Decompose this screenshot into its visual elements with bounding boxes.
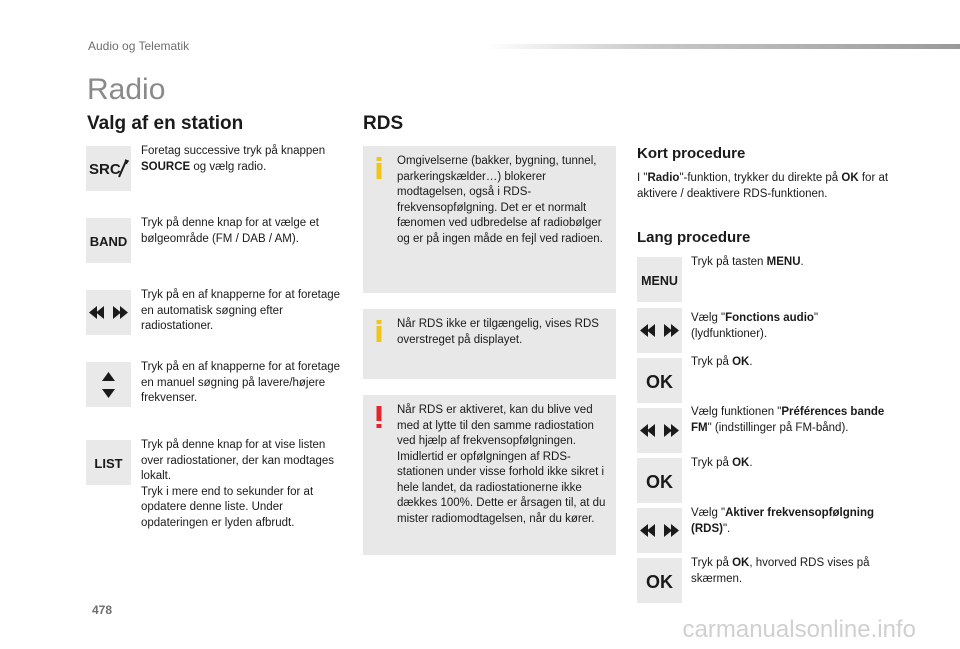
left-item-3-text: Tryk på en af knapperne for at foretage en manuel søgning på lavere/højere frekvenser. <box>141 361 341 404</box>
band-button-icon <box>86 218 131 263</box>
ok-icon-text: OK <box>646 572 673 592</box>
page-number: 478 <box>92 603 113 617</box>
src-button-icon <box>86 146 131 191</box>
short-procedure-heading: Kort procedure <box>637 145 746 162</box>
menu-button-icon <box>637 257 682 302</box>
step-3-text: Tryk på OK. <box>691 356 753 368</box>
left-item-0-text: Foretag successive tryk på knappen SOURCE og vælg radio. <box>141 145 326 173</box>
info-note-1 <box>363 146 616 293</box>
menu-icon-text: MENU <box>641 274 678 288</box>
ok-icon-text: OK <box>646 372 673 392</box>
step-7-text: Tryk på OK, hvorved RDS vises på skærmen. <box>691 557 870 585</box>
ok-button-icon <box>637 558 682 603</box>
rds-heading: RDS <box>363 113 404 134</box>
list-icon-text: LIST <box>94 456 123 471</box>
ok-button-icon <box>637 458 682 503</box>
band-icon-text: BAND <box>89 234 128 249</box>
step-5-text: Tryk på OK. <box>691 457 753 469</box>
section-header: Audio og Telematik <box>88 39 190 53</box>
left-item-1-text: Tryk på denne knap for at vælge et bølgeområde (FM / DAB / AM). <box>141 217 319 245</box>
ok-button-icon <box>637 358 682 403</box>
info-note-2-text: Når RDS ikke er tilgængelig, vises RDS overstreget på displayet. <box>397 318 599 346</box>
long-procedure-heading: Lang procedure <box>637 229 751 246</box>
warning-icon <box>374 406 384 428</box>
seek-buttons-icon <box>637 308 682 353</box>
info-note-1-text: Omgivelserne (bakker, bygning, tunnel, parkeringskælder…) blokerer modtagelsen, også i RDS-frekvensopfølgning. Det er et normalt fænomen ved udbredelse af radiobølger og er på ingen måde en fejl ved radioen. <box>397 155 603 245</box>
step-1-text: Tryk på tasten MENU. <box>691 256 804 268</box>
page-title: Radio <box>87 73 166 106</box>
src-icon-text: SRC <box>89 161 121 178</box>
info-note-2 <box>363 309 616 379</box>
short-procedure-text: I "Radio"-funktion, trykker du direkte på OK for at aktivere / deaktivere RDS-funktionen. <box>637 172 889 200</box>
info-icon <box>374 157 384 179</box>
header-rule <box>487 44 960 49</box>
left-item-4-text: Tryk på denne knap for at vise listen over radiostationer, der kan modtages lokalt. Tryk i mere end to sekunder for at opdatere denne liste. Under opdateringen er lyden afbrudt. <box>141 439 335 529</box>
up-down-buttons-icon <box>86 362 131 407</box>
ok-icon-text: OK <box>646 472 673 492</box>
warning-note <box>363 395 616 555</box>
warning-note-text: Når RDS er aktiveret, kan du blive ved med at lytte til den samme radiostation ved hjælp af frekvensopfølgningen. Imidlertid er opfølgningen af RDS-stationen under visse forhold ikke sikret i hele landet, da radiostationerne ikke dækkes 100%. Dette er årsagen til, at du mister radiomodtagelsen, når du kører. <box>397 404 606 525</box>
list-button-icon <box>86 440 131 485</box>
seek-buttons-icon <box>637 508 682 553</box>
left-heading: Valg af en station <box>87 113 244 134</box>
step-2-text: Vælg "Fonctions audio" (lydfunktioner). <box>691 312 819 340</box>
left-item-2-text: Tryk på en af knapperne for at foretage en automatisk søgning efter radiostationer. <box>141 289 341 332</box>
watermark: carmanualsonline.info <box>682 616 916 643</box>
info-icon <box>374 320 384 342</box>
seek-buttons-icon <box>86 290 131 335</box>
seek-buttons-icon <box>637 408 682 453</box>
step-6-text: Vælg "Aktiver frekvensopfølgning (RDS)". <box>691 507 875 535</box>
step-4-text: Vælg funktionen "Préférences bande FM" (indstillinger på FM-bånd). <box>691 406 885 434</box>
